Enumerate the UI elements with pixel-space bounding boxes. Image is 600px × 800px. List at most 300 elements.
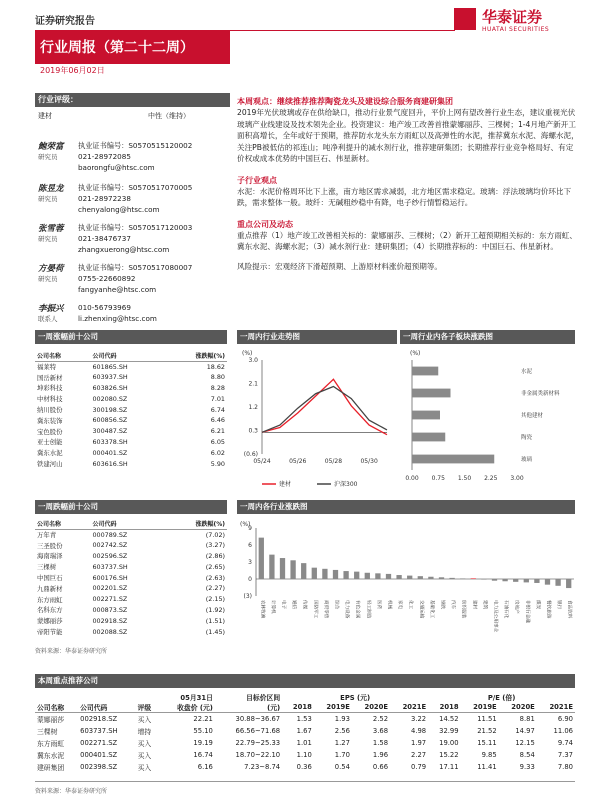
table-cell: 603737.SH: [80, 726, 118, 735]
col-header: 公司名称: [35, 350, 90, 361]
table-cell: 国岳新材: [37, 373, 63, 382]
category-label: 传媒: [301, 600, 307, 610]
table-cell: (2.65): [205, 562, 225, 571]
col-header: 涨跌幅(%): [164, 350, 227, 361]
table-row: [35, 447, 227, 458]
recommend-title: 本周重点推荐公司: [35, 674, 575, 688]
bar: [439, 577, 444, 579]
col-header: 2019E: [326, 703, 350, 711]
category-label: 农林牧渔: [259, 600, 265, 619]
table-cell: 东方雨虹: [37, 739, 65, 748]
table-cell: 建研集团: [37, 764, 65, 773]
table-cell: 11.06: [553, 726, 573, 735]
category-label: 房地产: [513, 600, 519, 614]
table-cell: 6.05: [210, 437, 225, 446]
bar: [412, 433, 445, 442]
bar: [301, 563, 306, 579]
table-cell: 7.01: [210, 394, 225, 403]
legend-label: 建材: [279, 481, 292, 488]
table-cell: 16.74: [193, 751, 213, 760]
table-cell: 买入: [137, 715, 152, 724]
y-axis-label: (%): [242, 350, 253, 357]
bar: [396, 575, 401, 579]
analyst-card: [38, 302, 233, 332]
table-row: [35, 615, 227, 626]
table-cell: 1.93: [334, 714, 350, 723]
table-row: [35, 383, 227, 394]
y-tick-label: 2.1: [248, 380, 258, 388]
bar: [365, 573, 370, 579]
table-cell: (2.15): [205, 595, 225, 604]
category-label: 商贸零售: [322, 600, 328, 619]
category-label: 餐饮旅游: [545, 600, 551, 619]
bar: [524, 579, 529, 582]
table-cell: 601865.SH: [92, 362, 128, 371]
table-cell: 三棵树: [37, 727, 58, 736]
table-cell: 8.28: [210, 383, 225, 392]
table-cell: 冀东装饰: [37, 416, 63, 425]
analyst-list: [38, 140, 233, 332]
table-cell: 6.90: [557, 714, 573, 723]
table-cell: 21.52: [477, 726, 497, 735]
bar: [428, 577, 433, 579]
table-cell: (2.27): [205, 584, 225, 593]
analyst-cert: 执业证书编号：S0570517080007: [78, 263, 193, 272]
analyst-role: 研究员: [38, 235, 58, 243]
main-text-column: [237, 96, 580, 272]
report-title: 行业周报（第二十二周）: [40, 40, 194, 56]
bar: [471, 578, 476, 579]
table-cell: (1.51): [205, 616, 225, 625]
bar: [343, 571, 348, 579]
table-row: [35, 361, 227, 372]
table-cell: 300198.SZ: [92, 405, 128, 414]
table-cell: 蒙娜丽莎: [37, 715, 65, 724]
analyst-card: [38, 262, 233, 302]
table-row: [35, 404, 227, 415]
table-cell: 九鼎新材: [37, 584, 63, 593]
table-row: [35, 594, 227, 605]
table-cell: 增持: [137, 727, 152, 736]
analyst-name: 李振兴: [38, 304, 64, 314]
category-label: 有色金属: [354, 600, 360, 619]
category-label: 轻工制造: [365, 600, 371, 619]
table-row: [35, 540, 227, 551]
y-tick-label: 0: [248, 576, 252, 583]
analyst-role: 研究员: [38, 275, 58, 283]
table-cell: 福莱特: [37, 363, 57, 372]
analyst-phone: 021-28972238: [78, 194, 131, 203]
col-header: 2020E: [511, 703, 535, 711]
table-cell: 5.90: [210, 459, 225, 468]
table-cell: 0.79: [411, 763, 427, 772]
analyst-cert: 执业证书编号：S0570515120002: [78, 141, 193, 150]
analyst-email[interactable]: chenyalong@htsc.com: [78, 205, 160, 214]
table-cell: 600856.SZ: [92, 416, 128, 425]
table-cell: 603937.SH: [92, 373, 128, 382]
table-cell: 11.51: [477, 714, 497, 723]
col-header: 公司代码: [90, 518, 164, 529]
table-cell: 6.16: [197, 763, 213, 772]
table-cell: 万年青: [37, 531, 57, 540]
industry-bar-chart: [232, 518, 580, 643]
analyst-name: 张雪蓉: [38, 224, 64, 234]
analyst-phone: 021-28972085: [78, 152, 131, 161]
table-cell: 3.68: [372, 726, 389, 735]
col-header: 公司代码: [80, 704, 108, 712]
report-date: 2019年06月02日: [40, 66, 105, 75]
table-row: [35, 551, 227, 562]
risk-text: 风险提示：宏观经济下滑超预期、上游原材料涨价超预期等。: [237, 261, 443, 271]
table-cell: 15.22: [439, 751, 459, 760]
analyst-card: [38, 140, 233, 182]
table-cell: 冀东水泥: [37, 449, 63, 458]
table-cell: 000789.SZ: [92, 530, 128, 539]
bar: [375, 573, 380, 579]
analyst-cert: 执业证书编号：S0570517070005: [78, 183, 193, 192]
category-label: 煤炭: [534, 600, 540, 610]
losers-source: 资料来源：华泰证券研究所: [35, 648, 108, 655]
category-label: 石油石化: [503, 600, 509, 619]
category-label: 综合: [333, 600, 339, 610]
y-tick-label: 3.0: [248, 357, 258, 364]
category-label: 家电: [397, 600, 403, 610]
category-label: 建材: [471, 600, 477, 610]
table-cell: 0.54: [334, 763, 350, 772]
table-cell: 4.98: [411, 726, 427, 735]
recommend-source: 资料来源：华泰证券研究所: [35, 788, 108, 795]
gainers-table: [35, 350, 227, 469]
table-cell: 7.80: [557, 763, 573, 772]
table-cell: 002596.SZ: [92, 551, 128, 560]
industry-chart-title: 一周内各行业涨跌图: [237, 500, 575, 514]
bar: [412, 389, 451, 398]
category-label: 银行: [556, 600, 562, 610]
table-cell: 11.41: [477, 763, 497, 772]
table-cell: 002271.SZ: [92, 595, 128, 604]
table-cell: 买入: [137, 739, 152, 748]
bar: [545, 579, 550, 585]
bar: [449, 578, 454, 579]
table-cell: 22.21: [193, 714, 213, 723]
y-tick-label: 9: [248, 525, 252, 532]
category-label: 基础化工: [428, 600, 434, 619]
logo-cn-text: 华泰证券: [482, 8, 543, 26]
table-cell: 9.74: [557, 738, 573, 747]
table-cell: 19.00: [439, 738, 459, 747]
y-tick-label: 6: [248, 542, 252, 549]
analyst-name: 方晏荷: [38, 264, 64, 274]
table-cell: 002088.SZ: [92, 627, 128, 636]
x-tick-label: 05/24: [253, 458, 271, 465]
bar: [269, 555, 274, 579]
x-tick-label: 05/30: [360, 458, 378, 465]
table-cell: 9.33: [519, 763, 535, 772]
table-cell: 6.74: [210, 405, 225, 414]
category-label: 纺织服装: [460, 600, 466, 619]
table-cell: 002918.SZ: [92, 616, 128, 625]
table-row: [35, 415, 227, 426]
x-tick-label: 05/28: [324, 458, 343, 465]
subsector-chart-title: 一周行业内各子板块涨跌图: [400, 330, 575, 344]
table-cell: 603737.SH: [92, 562, 128, 571]
table-cell: 0.36: [296, 763, 312, 772]
category-label: 医药: [375, 600, 381, 610]
analyst-email[interactable]: baorongfu@htsc.com: [78, 163, 155, 172]
table-cell: 1.58: [372, 738, 389, 747]
category-label: 机械: [386, 600, 392, 610]
table-cell: 6.02: [210, 448, 225, 457]
table-row: [35, 572, 227, 583]
table-cell: 三圣股份: [37, 541, 63, 550]
table-row: [35, 626, 227, 637]
focus-title: 重点公司及动态: [237, 219, 293, 229]
analyst-card: [38, 182, 233, 222]
table-cell: 东方雨虹: [37, 595, 63, 604]
col-header: 公司名称: [35, 518, 90, 529]
table-cell: 买入: [137, 752, 152, 761]
table-cell: 纳川股份: [37, 406, 63, 415]
table-cell: 12.15: [515, 738, 535, 747]
x-tick-label: 0.00: [405, 475, 419, 482]
table-row: [35, 749, 575, 761]
eps-group-header: EPS (元): [340, 694, 371, 702]
category-label: 非银行金融: [524, 600, 530, 623]
rating-sector: 建材: [38, 112, 52, 120]
table-cell: 名科东方: [37, 606, 63, 615]
analyst-phone: 0755-22660892: [78, 274, 136, 283]
table-cell: 55.10: [193, 726, 213, 735]
table-cell: 300487.SZ: [92, 427, 128, 436]
table-cell: 2.56: [334, 726, 350, 735]
table-cell: 0.66: [372, 763, 389, 772]
table-cell: 1.10: [296, 751, 312, 760]
table-cell: 002742.SZ: [92, 541, 128, 550]
category-label: 玻璃: [521, 457, 533, 464]
bar: [412, 411, 440, 420]
table-cell: 1.27: [334, 738, 350, 747]
x-tick-label: 0.75: [431, 475, 445, 482]
bar: [502, 579, 507, 581]
table-cell: 600176.SH: [92, 573, 128, 582]
col-header: 2019E: [473, 703, 497, 711]
bar: [407, 576, 412, 579]
table-cell: 17.11: [439, 763, 459, 772]
analyst-phone: 010-56793969: [78, 303, 131, 312]
bar: [555, 579, 560, 586]
sub-text: 水泥：水泥价格周环比下上涨，南方地区需求减弱，北方地区需求稳定。玻璃：浮法玻璃均价环比下跌，需求整体一般。玻纤：无碱粗纱稳中有降，电子纱行情暂稳运行。: [237, 186, 572, 207]
bar: [481, 579, 486, 580]
bar: [259, 538, 264, 579]
rating-row: [38, 111, 228, 121]
table-cell: 三棵树: [37, 563, 57, 572]
col-header: 2021E: [402, 703, 427, 711]
huatai-logo: [454, 6, 582, 38]
category-label: 计算机: [269, 600, 275, 614]
col-header: (元): [267, 704, 281, 712]
table-cell: 14.97: [515, 726, 535, 735]
table-cell: 7.23~8.74: [244, 763, 281, 772]
logo-en-text: HUATAI SECURITIES: [482, 26, 550, 33]
table-cell: 18.62: [206, 362, 225, 371]
table-cell: 603616.SH: [92, 459, 128, 468]
table-cell: 1.70: [334, 751, 350, 760]
table-cell: 66.56~71.68: [235, 726, 281, 735]
legend-label: 沪深300: [334, 481, 358, 488]
table-cell: 中材科技: [37, 395, 63, 404]
analyst-card: [38, 222, 233, 262]
col-header: 涨跌幅(%): [164, 518, 227, 529]
bar: [460, 578, 465, 579]
table-row: [35, 713, 575, 725]
bar: [333, 570, 338, 579]
analyst-role: 研究员: [38, 195, 58, 203]
category-label: 水泥: [521, 369, 533, 376]
bar: [386, 574, 391, 579]
col-header: 2018: [439, 703, 459, 711]
losers-title: 一周跌幅前十公司: [35, 500, 227, 514]
table-row: [35, 761, 575, 773]
category-label: 电力及公用事业: [492, 600, 498, 633]
table-row: [35, 605, 227, 616]
y-tick-label: 1.2: [248, 404, 258, 411]
sub-title: 子行业观点: [237, 175, 277, 185]
analyst-email[interactable]: li.zhenxing@htsc.com: [78, 314, 157, 323]
table-row: [35, 437, 227, 448]
table-cell: 1.53: [296, 714, 312, 723]
y-tick-label: (0.6): [243, 451, 258, 458]
rating-value: 中性（维持）: [148, 112, 190, 120]
table-row: [35, 725, 575, 737]
table-cell: 2.52: [372, 714, 389, 723]
table-cell: 002271.SZ: [80, 738, 118, 747]
y-axis-label: (%): [240, 521, 251, 528]
trend-chart-title: 一周内行业走势图: [237, 330, 397, 344]
table-cell: 1.67: [296, 726, 312, 735]
table-cell: (1.45): [205, 627, 225, 636]
y-tick-label: 0.3: [248, 427, 258, 435]
table-cell: (3.27): [205, 541, 225, 550]
bar: [280, 558, 285, 579]
focus-text: 重点推荐（1）地产竣工改善相关标的：蒙娜丽莎、三棵树；（2）新开工超预期相关标的：东方雨虹、冀东水泥、海螺水泥；（3）减水剂行业：建研集团；（4）长期推荐标的：中国巨石、伟星新材。: [237, 230, 577, 251]
table-cell: 14.52: [439, 714, 459, 723]
analyst-cert: 执业证书编号：S0570517120003: [78, 223, 193, 232]
table-cell: 32.99: [439, 726, 459, 735]
table-cell: 002918.SZ: [80, 714, 118, 723]
x-tick-label: 3.00: [510, 475, 524, 482]
table-row: [35, 393, 227, 404]
col-header: 公司代码: [90, 350, 164, 361]
table-cell: 坤彩科技: [37, 384, 63, 393]
table-row: [35, 426, 227, 437]
table-cell: 6.46: [210, 416, 225, 425]
analyst-name: 鲍荣富: [38, 142, 64, 152]
category-label: 国防军工: [312, 600, 318, 619]
bar: [534, 579, 539, 583]
table-cell: 冀东水泥: [37, 752, 65, 761]
bar: [566, 579, 571, 588]
bar: [418, 576, 423, 579]
target-group-header: 目标价区间: [246, 694, 281, 702]
bar: [513, 579, 518, 582]
recommend-table: [35, 692, 575, 773]
table-cell: (1.92): [205, 605, 225, 614]
x-tick-label: 1.50: [457, 475, 472, 482]
table-cell: 18.70~22.10: [235, 751, 281, 760]
x-tick-label: 2.25: [484, 475, 498, 482]
table-cell: (2.63): [205, 573, 225, 582]
report-series-label: 证券研究报告: [35, 16, 95, 27]
bar: [354, 572, 359, 579]
gainers-title: 一周涨幅前十公司: [35, 330, 227, 344]
analyst-phone: 021-38476737: [78, 234, 131, 243]
category-label: 通信: [291, 600, 297, 610]
date-group-header: 05月31日: [180, 694, 213, 702]
category-label: 钢铁: [439, 600, 445, 610]
rating-heading: 行业评级：: [35, 93, 230, 107]
table-cell: (7.02): [205, 530, 225, 539]
table-cell: (2.86): [205, 551, 225, 560]
category-label: 陶瓷: [521, 435, 533, 442]
category-label: 电子: [280, 600, 286, 610]
logo-mark-icon: [454, 8, 476, 30]
table-cell: 8.80: [210, 373, 225, 382]
col-header: 评级: [137, 704, 152, 712]
table-cell: 002080.SZ: [92, 394, 128, 403]
pe-group-header: P/E (倍): [487, 694, 516, 702]
category-label: 食品饮料: [566, 600, 572, 619]
table-row: [35, 737, 575, 749]
table-cell: 蒙娜丽莎: [37, 617, 63, 626]
subsector-bar-chart: [400, 346, 580, 496]
analyst-role: 联系人: [38, 315, 58, 323]
y-axis-label: (%): [410, 350, 421, 357]
table-cell: 002398.SZ: [80, 763, 118, 772]
col-header: 收盘价 (元): [177, 704, 213, 712]
table-row: [35, 561, 227, 572]
table-cell: 7.37: [557, 751, 573, 760]
table-bottom-rule: [35, 781, 575, 782]
table-cell: 铁建河山: [37, 460, 63, 469]
table-cell: 22.79~25.33: [235, 738, 281, 747]
table-cell: 1.01: [296, 738, 312, 747]
analyst-role: 研究员: [38, 153, 58, 161]
table-cell: 9.85: [481, 751, 497, 760]
table-cell: 000401.SZ: [80, 751, 118, 760]
x-tick-label: 05/26: [289, 458, 307, 465]
table-cell: 3.22: [411, 714, 427, 723]
bar: [322, 569, 327, 579]
category-label: 其他建材: [521, 413, 544, 420]
table-cell: 1.96: [372, 751, 389, 760]
col-header: 2018: [292, 703, 312, 711]
table-row: [35, 372, 227, 383]
table-cell: 603826.SH: [92, 383, 128, 392]
bar: [412, 367, 438, 376]
table-cell: 002201.SZ: [92, 584, 128, 593]
losers-table: [35, 518, 227, 637]
table-cell: 6.21: [210, 427, 225, 436]
y-tick-label: (3): [243, 593, 252, 600]
y-tick-label: 3: [248, 559, 252, 566]
table-cell: 买入: [137, 764, 152, 773]
bar: [412, 455, 494, 464]
analyst-email[interactable]: fangyanhe@htsc.com: [78, 285, 157, 294]
analyst-email[interactable]: zhangxuerong@htsc.com: [78, 245, 170, 254]
bar: [312, 568, 317, 579]
analyst-name: 陈昱龙: [38, 184, 64, 194]
table-cell: 帝阳节能: [37, 628, 63, 637]
